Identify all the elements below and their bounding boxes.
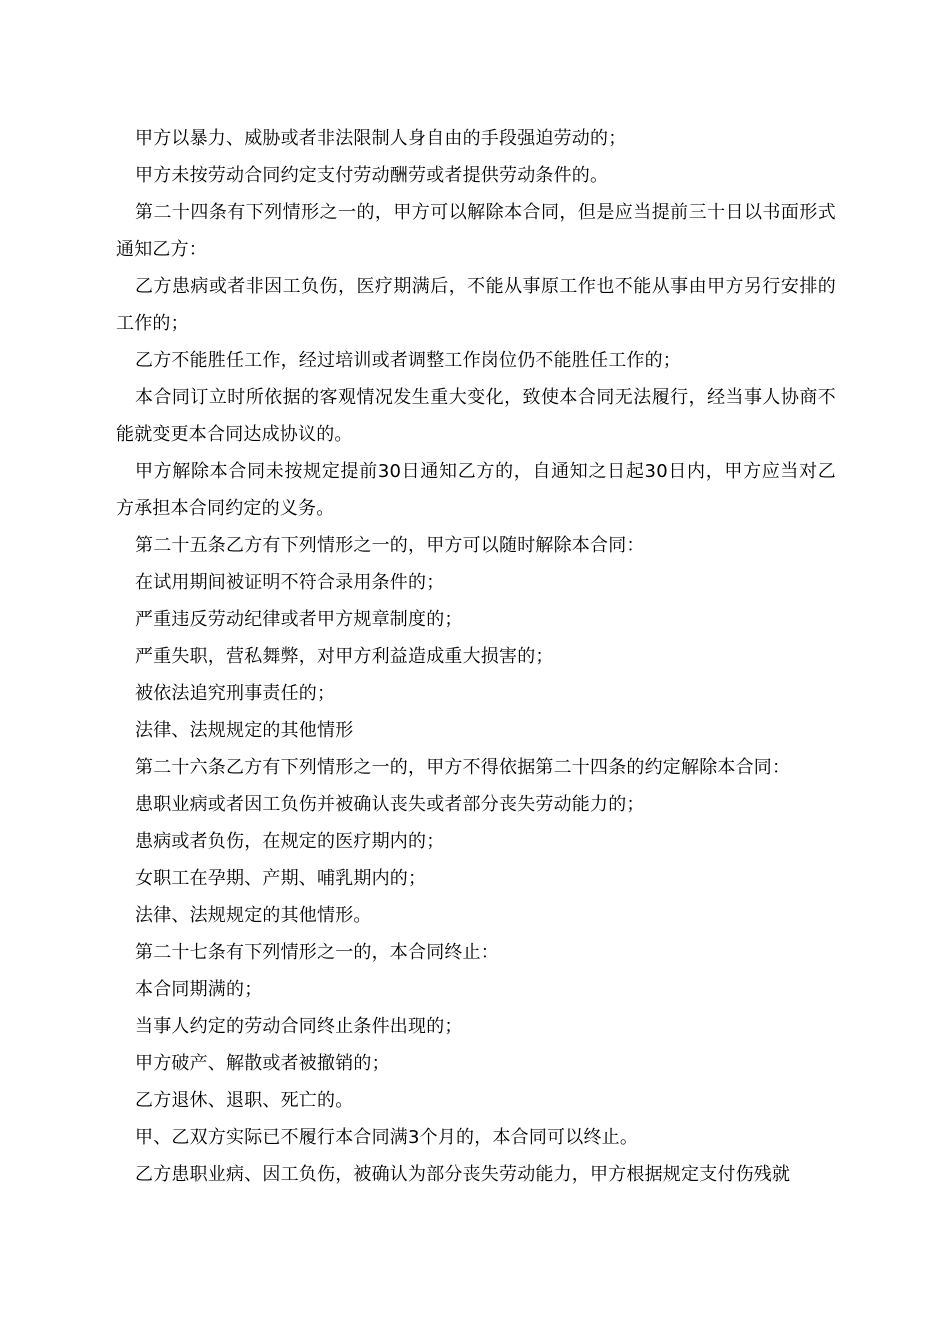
paragraph: 严重违反劳动纪律或者甲方规章制度的； xyxy=(135,609,463,630)
paragraph: 法律、法规规定的其他情形 xyxy=(135,720,354,741)
article-paragraph: 第二十四条有下列情形之一的，甲方可以解除本合同，但是应当提前三十日以书面形式通知乙方： xyxy=(116,202,836,260)
paragraph: 女职工在孕期、产期、哺乳期内的； xyxy=(135,868,427,889)
paragraph: 甲方以暴力、威胁或者非法限制人身自由的手段强迫劳动的； xyxy=(135,128,627,149)
paragraph: 乙方不能胜任工作，经过培训或者调整工作岗位仍不能胜任工作的； xyxy=(135,350,681,371)
paragraph: 甲方未按劳动合同约定支付劳动酬劳或者提供劳动条件的。 xyxy=(135,165,609,186)
paragraph: 本合同期满的； xyxy=(135,979,263,1000)
paragraph: 乙方退休、退职、死亡的。 xyxy=(135,1090,354,1111)
paragraph: 法律、法规规定的其他情形。 xyxy=(135,905,372,926)
paragraph: 乙方患职业病、因工负伤，被确认为部分丧失劳动能力，甲方根据规定支付伤残就 xyxy=(135,1164,791,1185)
paragraph: 甲方解除本合同未按规定提前30日通知乙方的，自通知之日起30日内，甲方应当对乙方承担本合同约定的义务。 xyxy=(116,461,836,519)
paragraph: 当事人约定的劳动合同终止条件出现的； xyxy=(135,1016,463,1037)
paragraph: 患职业病或者因工负伤并被确认丧失或者部分丧失劳动能力的； xyxy=(135,794,645,815)
article-paragraph: 第二十五条乙方有下列情形之一的，甲方可以随时解除本合同： xyxy=(135,535,645,556)
document-body xyxy=(116,120,836,1193)
paragraph: 乙方患病或者非因工负伤，医疗期满后，不能从事原工作也不能从事由甲方另行安排的工作的； xyxy=(116,276,836,334)
paragraph: 甲方破产、解散或者被撤销的； xyxy=(135,1053,390,1074)
paragraph: 被依法追究刑事责任的； xyxy=(135,683,336,704)
paragraph: 甲、乙双方实际已不履行本合同满3个月的，本合同可以终止。 xyxy=(135,1127,639,1148)
paragraph: 本合同订立时所依据的客观情况发生重大变化，致使本合同无法履行，经当事人协商不能就变更本合同达成协议的。 xyxy=(116,387,836,445)
paragraph: 在试用期间被证明不符合录用条件的； xyxy=(135,572,445,593)
paragraph: 患病或者负伤，在规定的医疗期内的； xyxy=(135,831,445,852)
paragraph: 严重失职，营私舞弊，对甲方利益造成重大损害的； xyxy=(135,646,554,667)
article-paragraph: 第二十七条有下列情形之一的，本合同终止： xyxy=(135,942,499,963)
article-paragraph: 第二十六条乙方有下列情形之一的，甲方不得依据第二十四条的约定解除本合同： xyxy=(135,757,791,778)
